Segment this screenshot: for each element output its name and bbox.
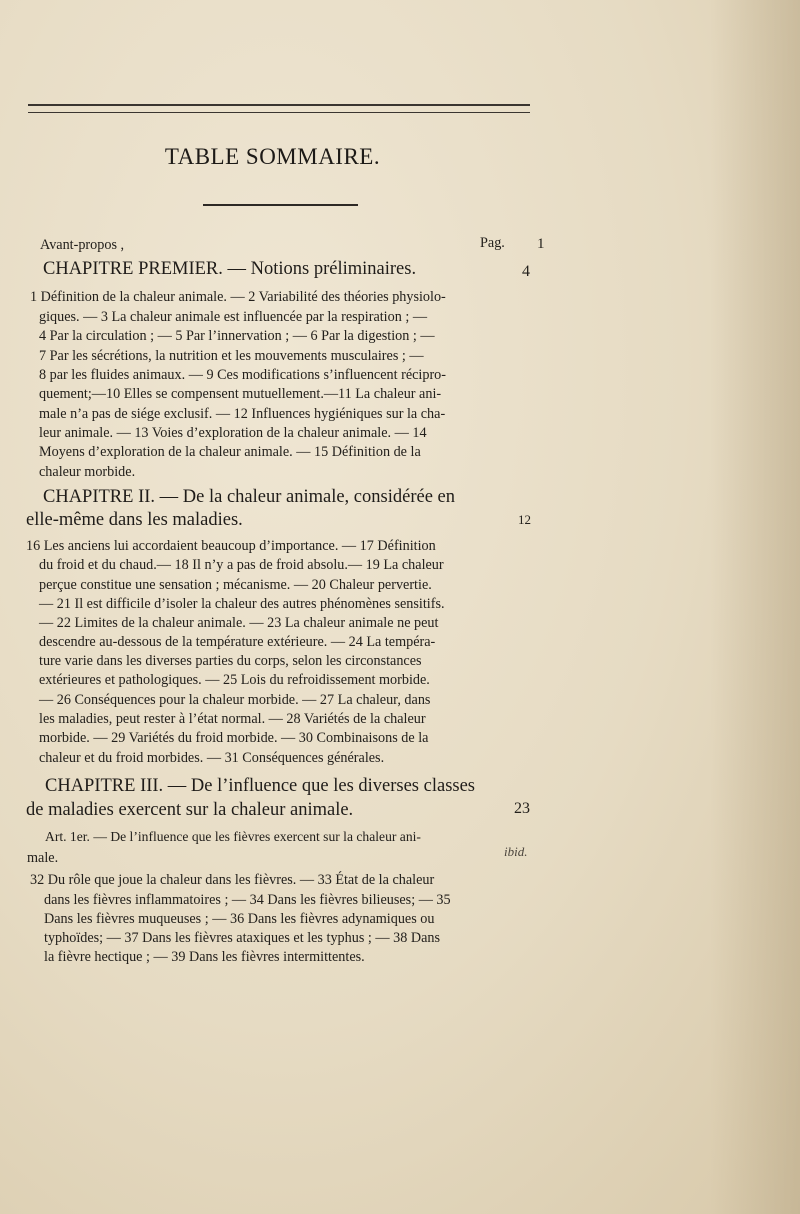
article-1-heading-line-2: male. bbox=[27, 850, 59, 866]
summary-line: chaleur et du froid morbides. — 31 Conséquences générales. bbox=[39, 750, 385, 766]
summary-line: Moyens d’exploration de la chaleur animale. — 15 Définition de la bbox=[39, 444, 421, 460]
summary-line: 4 Par la circulation ; — 5 Par l’innervation ; — 6 Par la digestion ; — bbox=[39, 328, 435, 344]
article-1-page-note: ibid. bbox=[504, 844, 528, 859]
summary-line: quement;—10 Elles se compensent mutuellement.—11 La chaleur ani- bbox=[39, 386, 442, 402]
chapter-2-heading-line-2: elle-même dans les maladies. bbox=[26, 510, 243, 530]
summary-line: morbide. — 29 Variétés du froid morbide. — 30 Combinaisons de la bbox=[39, 730, 429, 746]
article-1-heading: Art. 1er. — De l’influence que les fièvres exercent sur la chaleur ani- bbox=[45, 829, 421, 844]
summary-line: dans les fièvres inflammatoires ; — 34 Dans les fièvres bilieuses; — 35 bbox=[44, 892, 451, 908]
summary-line: typhoïdes; — 37 Dans les fièvres ataxiques et les typhus ; — 38 Dans bbox=[44, 930, 441, 946]
summary-line: la fièvre hectique ; — 39 Dans les fièvres intermittentes. bbox=[44, 949, 365, 965]
avant-propos-label: Avant-propos , bbox=[40, 237, 125, 253]
summary-line: — 26 Conséquences pour la chaleur morbide. — 27 La chaleur, dans bbox=[39, 692, 431, 708]
chapter-1-page: 4 bbox=[522, 263, 530, 280]
summary-line: male n’a pas de siége exclusif. — 12 Influences hygiéniques sur la cha- bbox=[39, 406, 446, 422]
chapter-1-heading: CHAPITRE PREMIER. — Notions préliminaires. bbox=[43, 259, 417, 279]
summary-line: giques. — 3 La chaleur animale est influencée par la respiration ; — bbox=[39, 309, 428, 325]
top-double-rule bbox=[28, 104, 530, 113]
summary-line: 16 Les anciens lui accordaient beaucoup d’importance. — 17 Définition bbox=[26, 538, 436, 554]
summary-line: 1 Définition de la chaleur animale. — 2 Variabilité des théories physiolo- bbox=[30, 289, 446, 305]
chapter-3-page: 23 bbox=[514, 800, 530, 817]
summary-line: Dans les fièvres muqueuses ; — 36 Dans les fièvres adynamiques ou bbox=[44, 911, 435, 927]
summary-line: 7 Par les sécrétions, la nutrition et les mouvements musculaires ; — bbox=[39, 348, 424, 364]
page-title: TABLE SOMMAIRE. bbox=[164, 144, 381, 169]
summary-line: leur animale. — 13 Voies d’exploration de la chaleur animale. — 14 bbox=[39, 425, 427, 441]
summary-line: — 22 Limites de la chaleur animale. — 23 La chaleur animale ne peut bbox=[39, 615, 439, 631]
summary-line: du froid et du chaud.— 18 Il n’y a pas de froid absolu.— 19 La chaleur bbox=[39, 557, 444, 573]
avant-propos-page: 1 bbox=[537, 236, 545, 252]
summary-line: descendre au-dessous de la température extérieure. — 24 La tempéra- bbox=[39, 634, 436, 650]
summary-line: chaleur morbide. bbox=[39, 464, 136, 480]
chapter-3-heading-line-1: CHAPITRE III. — De l’influence que les diverses classes bbox=[45, 776, 476, 796]
summary-line: les maladies, peut rester à l’état normal. — 28 Variétés de la chaleur bbox=[39, 711, 426, 727]
title-divider bbox=[203, 204, 358, 206]
summary-line: 32 Du rôle que joue la chaleur dans les fièvres. — 33 État de la chaleur bbox=[30, 872, 435, 888]
summary-line: ture varie dans les diverses parties du corps, selon les circonstances bbox=[39, 653, 422, 669]
pag-label: Pag. bbox=[480, 235, 505, 251]
chapter-2-page: 12 bbox=[518, 512, 531, 527]
summary-line: perçue constitue une sensation ; mécanisme. — 20 Chaleur pervertie. bbox=[39, 577, 432, 593]
summary-line: extérieures et pathologiques. — 25 Lois du refroidissement morbide. bbox=[39, 672, 430, 688]
chapter-2-heading-line-1: CHAPITRE II. — De la chaleur animale, considérée en bbox=[43, 487, 455, 507]
page-edge-shadow bbox=[710, 0, 800, 1214]
summary-line: 8 par les fluides animaux. — 9 Ces modifications s’influencent récipro- bbox=[39, 367, 446, 383]
chapter-3-heading-line-2: de maladies exercent sur la chaleur animale. bbox=[26, 800, 354, 820]
summary-line: — 21 Il est difficile d’isoler la chaleur des autres phénomènes sensitifs. bbox=[39, 596, 445, 612]
